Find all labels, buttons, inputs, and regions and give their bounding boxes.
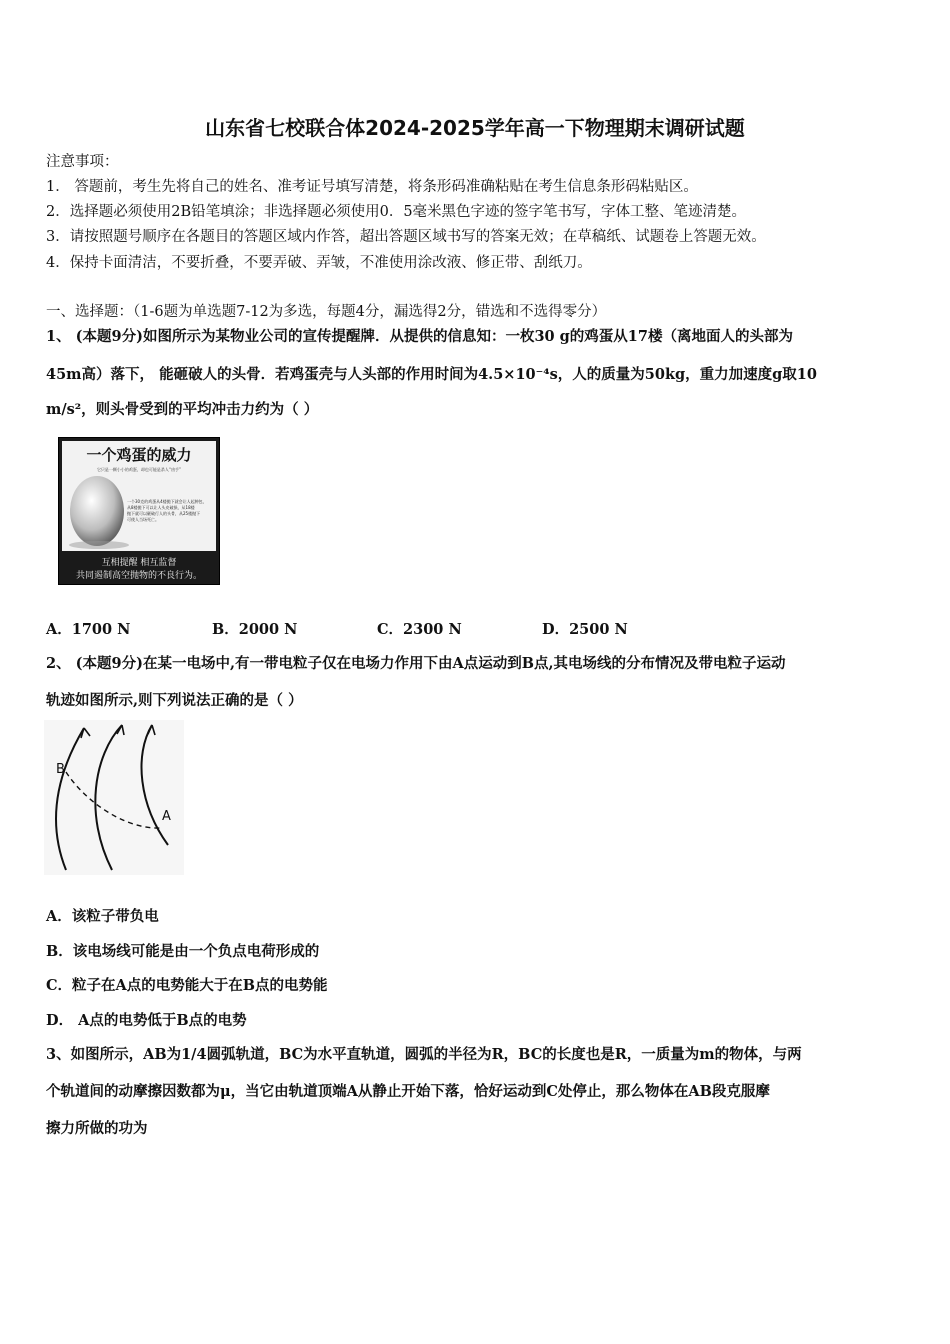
- q2-option-b: B．该电场线可能是由一个负点电荷形成的: [46, 943, 320, 960]
- q1-option-a: A．1700 N: [46, 621, 131, 638]
- poster-body-3: 抛下就可以砸破行人的头骨，从25楼抛下: [127, 511, 201, 516]
- q2-option-c: C．粒子在A点的电势能大于在B点的电势能: [46, 977, 328, 994]
- q3-line-3: 擦力所做的功为: [46, 1120, 148, 1137]
- poster-footer-1: 互相提醒 相互监督: [101, 558, 177, 568]
- q2-option-a: A．该粒子带负电: [46, 908, 159, 925]
- electric-field-figure: [44, 720, 184, 875]
- point-b-label: B: [56, 762, 65, 777]
- notice-item-3: 3．请按照题号顺序在各题目的答题区域内作答，超出答题区域书写的答案无效；在草稿纸、试题卷上答题无效。: [46, 229, 766, 245]
- q2-line-2: 轨迹如图所示,则下列说法正确的是（ ）: [46, 692, 303, 709]
- notice-item-4: 4．保持卡面清洁，不要折叠，不要弄破、弄皱，不准使用涂改液、修正带、刮纸刀。: [46, 255, 592, 271]
- point-a-label: A: [162, 809, 171, 824]
- q3-line-2: 个轨道间的动摩擦因数都为μ，当它由轨道顶端A从静止开始下落，恰好运动到C处停止，那么物体在AB段克服摩: [46, 1083, 770, 1100]
- egg-poster-figure: [58, 437, 220, 585]
- q1-option-c: C．2300 N: [377, 621, 462, 638]
- notice-heading: 注意事项：: [46, 154, 119, 170]
- poster-body-4: 可使人当场死亡。: [127, 517, 159, 522]
- q1-line-2: 45m高）落下， 能砸破人的头骨．若鸡蛋壳与人头部的作用时间为4.5×10⁻⁴s，人的质量为50kg，重力加速度g取10: [46, 366, 817, 383]
- q1-option-b: B．2000 N: [212, 621, 298, 638]
- poster-footer-2: 共同遏制高空抛物的不良行为。: [75, 571, 202, 581]
- field-lines-diagram: [44, 720, 184, 875]
- poster-subtitle: 它只是一颗小小的鸡蛋，却也可能是杀人“凶手”: [96, 467, 182, 472]
- egg-icon: [70, 476, 124, 546]
- q1-option-d: D．2500 N: [542, 621, 628, 638]
- poster-body-2: 从8楼抛下可以让人头皮破损，从18楼: [127, 505, 195, 510]
- notice-item-2: 2．选择题必须使用2B铅笔填涂；非选择题必须使用0．5毫米黑色字迹的签字笔书写，字体工整、笔迹清楚。: [46, 204, 747, 220]
- poster-title: 一个鸡蛋的威力: [86, 446, 192, 464]
- page-title: 山东省七校联合体2024-2025学年高一下物理期末调研试题: [205, 116, 745, 140]
- q1-line-3: m/s²，则头骨受到的平均冲击力约为（ ）: [46, 401, 319, 418]
- poster-body-1: 一个30克的鸡蛋从4楼抛下就会让人起肿包，: [127, 499, 207, 504]
- q2-line-1: 2、 (本题9分)在某一电场中,有一带电粒子仅在电场力作用下由A点运动到B点,其电场线的分布情况及带电粒子运动: [46, 655, 786, 672]
- section-heading: 一、选择题：（1-6题为单选题7-12为多选，每题4分，漏选得2分，错选和不选得零分）: [46, 304, 607, 320]
- q2-option-d: D． A点的电势低于B点的电势: [46, 1012, 247, 1029]
- q3-line-1: 3、如图所示，AB为1/4圆弧轨道，BC为水平直轨道，圆弧的半径为R，BC的长度也是R，一质量为m的物体，与两: [46, 1046, 802, 1063]
- notice-item-1: 1． 答题前，考生先将自己的姓名、准考证号填写清楚，将条形码准确粘贴在考生信息条形码粘贴区。: [46, 179, 698, 195]
- q1-line-1: 1、 (本题9分)如图所示为某物业公司的宣传提醒牌．从提供的信息知：一枚30 g的鸡蛋从17楼（离地面人的头部为: [46, 328, 793, 345]
